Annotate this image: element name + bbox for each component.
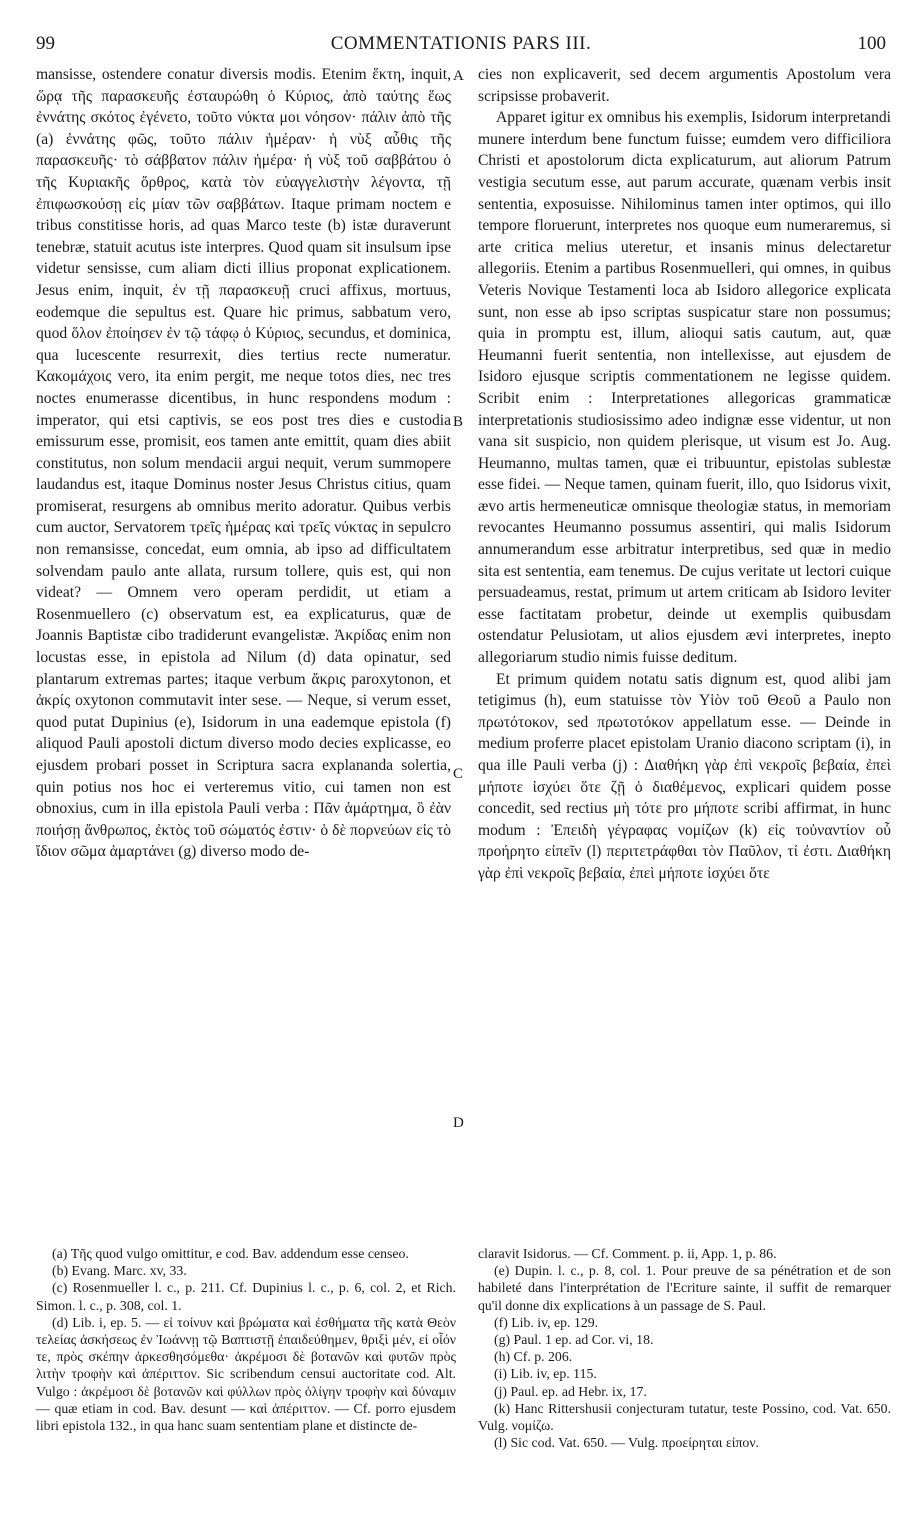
left-text-column <box>36 64 451 863</box>
footnote: (i) Lib. iv, ep. 115. <box>494 1366 597 1382</box>
footnotes-left <box>36 1245 456 1434</box>
running-header <box>36 30 886 58</box>
footnote: (b) Evang. Marc. xv, 33. <box>52 1263 187 1279</box>
page-number-right: 100 <box>857 33 886 54</box>
footnotes-right <box>478 1245 891 1451</box>
margin-marker-a: A <box>453 68 464 84</box>
margin-marker-d: D <box>453 1115 464 1131</box>
footnote: (h) Cf. p. 206. <box>494 1349 573 1365</box>
footnote: (j) Paul. ep. ad Hebr. ix, 17. <box>494 1383 647 1399</box>
paragraph: Apparet igitur ex omnibus his exemplis, Isidorum interpretandi munere interdum bene functum fuisse; eumdem vero difficiliora Christi et apostolorum dicta explicaturum, aut aliorum Patrum vestigia secutum esse, aut parum accurate, quænam verbis insit sententia, exposuisse. Nihilominus tamen inter optimos, qui illo tempore floruerunt, interpretes nos quoque eum numeraremus, si arte critica melius uteretur, et insanis minus delectaretur allegoriis. Etenim a partibus Rosenmuelleri, qui omnes, in quibus Veteris Novique Testamenti loca ab Isidoro allegorice explicata sunt, non esse ab ipso scriptas suspicatur stare non possumus; quia in promptu est, illum, alioqui satis cautum, aut, quæ Heumanni fuerit sententia, non intellexisse, aut ejusdem de Isidoro ejusque scriptis commentationem ne legisse quidem. Scribit enim : Interpretationes allegoricas grammaticæ interpretationis studiosissimo adeo indignæ esse videntur, ut non vana sit suspicio, non quidem plerisque, ut visum est Jo. Aug. Heumanno, multas tamen, quæ ei tribuuntur, epistolas sublestæ esse fidei. — Neque tamen, quinam fuerit, illo, quo Isidorus vixit, ævo artis hermeneuticæ omnisque theologiæ status, in memoriam revocantes Heumanno possumus assentiri, qui malis Isidorum annumerandum esse arbitratur interpretibus, sed quæ in medio sita est sententia, eam tenemus. De cujus veritate ut lectori cuique persuadeamus, restat, primum ut artem criticam ab Isidoro leviter esse factitatam probetur, deinde ut exemplis quibusdam ostendatur Pelusiotam, ut alios ejusdem ævi interpretes, inepto allegoriarum studio nimis fuisse deditum. <box>478 109 891 667</box>
paragraph: cies non explicaverit, sed decem argumentis Apostolum vera scripsisse probaverit. <box>478 66 891 105</box>
paragraph: mansisse, ostendere conatur diversis modis. Etenim ἕκτη, inquit, ὥρᾳ τῆς παρασκευῆς ἐσταυρώθη ὁ Κύριος, ἀπὸ ταύτης ἕως ἐννάτης σκότος ἐγένετο, τοῦτο νύκτα μοι νόησον· πάλιν ἀπὸ τῆς (a) ἐννάτης φῶς, τοῦτο πάλιν ἡμέραν· ἡ νὺξ αὖθις τῆς παρασκευῆς· τὸ σάββατον πάλιν ἡμέρα· ἡ νὺξ τοῦ σαββάτου ὁ τῆς Κυριακῆς ὄρθρος, κατὰ τὸν εὐαγγελιστὴν λέγοντα, τῇ ἐπιφωσκούσῃ εἰς μίαν τῶν σαββάτων. Itaque primam noctem e tribus constitisse horis, ad quas Marco teste (b) istæ duraverunt tenebræ, statuit acutus iste interpres. Quod quam sit insulsum ipse videtur sensisse, cum aliam dicti illius proponat explicationem. Jesus enim, inquit, ἐν τῇ παρασκευῇ cruci affixus, mortuus, eodemque die sepultus est. Quare hic primus, sabbatum vero, quod ὅλον ἐποίησεν ἐν τῷ τάφῳ ὁ Κύριος, secundus, et dominica, qua lucescente resurrexit, dies tertius recte numeratur. Κακομάχοις vero, ita enim pergit, me neque totos dies, nec tres noctes enumerasse dicentibus, in hunc respondens modum : imperator, qui etsi captivis, se eos post tres dies e custodia emissurum esse, promisit, eos tamen ante emittit, quam dies abiit constitutus, non solum mendacii argui nequit, verum summopere laudandus est, itaque Dominus noster Jesus Christus citius, quam promiserat, resurgens ab omnibus merito adoratur. Quibus verbis cum auctor, Servatorem τρεῖς ἡμέρας καὶ τρεῖς νύκτας in sepulcro non remansisse, concedat, eum omnia, ab ipso ad difficultatem solvendam paulo ante allata, rursum tollere, quis est, qui non videat? — Omnem vero operam perdidit, ut etiam a Rosenmuellero (c) observatum est, ea explicaturus, quæ de Joannis Baptistæ cibo tradiderunt evangelistæ. Ἀκρίδας enim non locustas esse, in epistola ad Nilum (d) data opinatur, sed plantarum extremas partes; itaque verbum ἄκρις paroxytonon, et ἀκρίς oxytonon commutavit inter sese. — Neque, si verum esset, quod putat Dupinius (e), Isidorum in una eademque epistola (f) aliquod Pauli apostoli dictum diverso modo decies explicasse, eo ejusdem probari posset in Scriptura sacra explananda solertia, quin potius nos hoc ei verteremus vitio, cui tamen non est obnoxius, cum in illa epistola Pauli verba : Πᾶν ἁμάρτημα, ὃ ἐὰν ποιήσῃ ἄνθρωπος, ἐκτὸς τοῦ σώματός ἐστιν· ὁ δὲ πορνεύων εἰς τὸ ἴδιον σῶμα ἁμαρτάνει (g) diverso modo de- <box>36 66 451 861</box>
footnote: (c) Rosenmueller l. c., p. 211. Cf. Dupinius l. c., p. 6, col. 2, et Rich. Simon. l. c., p. 308, col. 1. <box>36 1280 456 1313</box>
footnote: (k) Hanc Rittershusii conjecturam tutatur, teste Possino, cod. Vat. 650. Vulg. νομίζω. <box>478 1400 891 1434</box>
paragraph: Et primum quidem notatu satis dignum est, quod alibi jam tetigimus (h), eum statuisse τὸν Υἱὸν τοῦ Θεοῦ a Paulo non πρωτότοκον, sed πρωτοτόκον appellatum esse. — Deinde in medium proferre placet epistolam Uranio diacono scriptam (i), in qua ille Pauli verba (j) : Διαθήκη γὰρ ἐπὶ νεκροῖς βεβαία, ἐπεὶ μήποτε ἰσχύει ὅτε ζῇ ὁ διαθέμενος, explicari quidem posse concedit, sed rectius μὴ τότε pro μήποτε scribi affirmat, in hunc modum : Ἐπειδὴ γέγραφας νομίζων (k) εἰς τοὐναντίον οὗ προήρητο εἰπεῖν (l) περιτετράφθαι τὸν Παῦλον, τί ἐστι. Διαθήκη γὰρ ἐπὶ νεκροῖς βεβαία, ἐπεὶ μήποτε ἰσχύει ὅτε <box>478 670 891 882</box>
footnote: (e) Dupin. l. c., p. 8, col. 1. Pour preuve de sa pénétration et de son habileté dans l'interprétation de l'Ecriture sainte, il suffit de remarquer qu'il donne dix explications à un passage de S. Paul. <box>478 1263 891 1313</box>
footnote: (g) Paul. 1 ep. ad Cor. vi, 18. <box>494 1332 654 1348</box>
right-text-column <box>478 64 891 885</box>
page-number-left: 99 <box>36 33 55 54</box>
margin-marker-c: C <box>453 766 464 782</box>
footnote-continuation: claravit Isidorus. — Cf. Comment. p. ii, App. 1, p. 86. <box>478 1246 777 1261</box>
footnote: (l) Sic cod. Vat. 650. — Vulg. προείρηται εἰπον. <box>494 1435 760 1451</box>
footnote: (a) Τῆς quod vulgo omittitur, e cod. Bav. addendum esse censeo. <box>52 1246 409 1261</box>
margin-marker-b: B <box>453 414 464 430</box>
footnote: (d) Lib. i, ep. 5. — εἰ τοίνυν καὶ βρώματα καὶ ἐσθήματα τῆς κατὰ Θεὸν τελείας ἀσκήσεως ἐν Ἰωάννῃ τῷ Βαπτιστῇ ἐπαιδεύθημεν, θριξὶ μέν, εἰ οἷόν τε, πρὸς σκέπην ἀρκεσθησόμεθα· ἀκρέμοσι δὲ βοτανῶν καὶ φυτῶν πρὸς λιτὴν τροφὴν καὶ ἀπέριττον. Sic scribendum censui auctoritate cod. Alt. Vulgo : ἀκρέμοσι δὲ βοτανῶν καὶ φύλλων πρὸς ὀλίγην τροφὴν καὶ δύναμιν — quæ etiam in cod. Bav. desunt — καὶ ἀπέριττον. — Cf. porro ejusdem libri epistola 132., in qua hanc suam sententiam plane et distincte de- <box>36 1314 456 1434</box>
footnote: (f) Lib. iv, ep. 129. <box>494 1314 599 1330</box>
running-title: COMMENTATIONIS PARS III. <box>330 33 592 54</box>
